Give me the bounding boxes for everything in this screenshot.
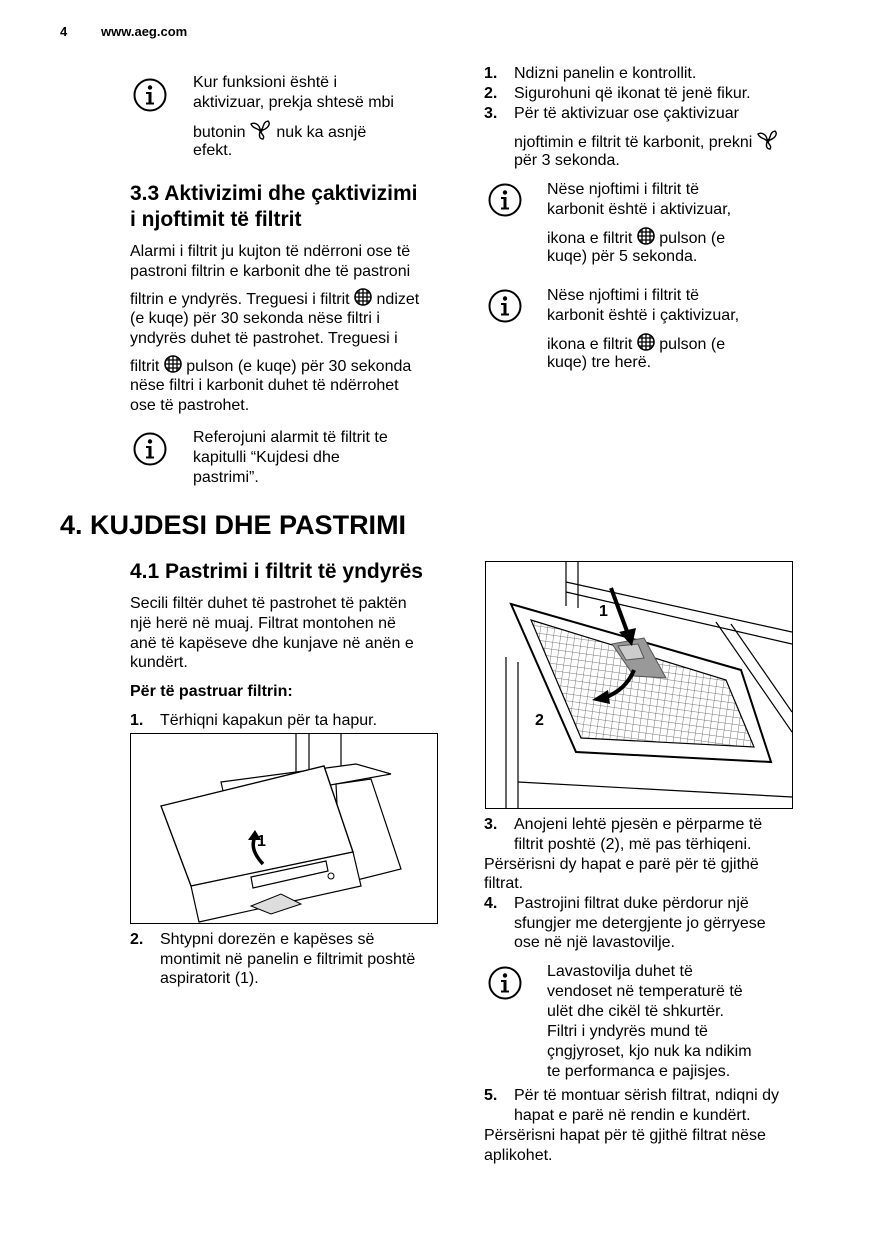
info-icon: [133, 432, 167, 466]
hood-open-illustration: [131, 734, 437, 923]
info-icon: [488, 289, 522, 323]
grid-filter-icon: [637, 333, 655, 351]
figure2-label-2: 2: [535, 712, 544, 729]
page-number: 4: [60, 24, 68, 39]
section-4-1-title: 4.1 Pastrimi i filtrit të yndyrës: [130, 560, 423, 583]
chapter-title: 4. KUJDESI DHE PASTRIMI: [60, 510, 407, 540]
figure1-label-1: 1: [257, 833, 266, 850]
grease-filter-illustration: [486, 562, 792, 808]
fan-icon: [250, 120, 272, 140]
fan-icon: [757, 130, 779, 150]
grid-filter-icon: [164, 355, 182, 373]
info-icon: [488, 966, 522, 1000]
info-icon: [133, 78, 167, 112]
info-icon: [488, 183, 522, 217]
site-url[interactable]: www.aeg.com: [101, 24, 188, 39]
grid-filter-icon: [637, 227, 655, 245]
cleaning-subheading: Për të pastruar filtrin:: [130, 683, 293, 700]
figure2-label-1: 1: [599, 603, 608, 620]
figure-remove-filter: [485, 561, 793, 809]
section-3-3-title-line1: 3.3 Aktivizimi dhe çaktivizimi: [130, 182, 418, 205]
grid-filter-icon: [354, 288, 372, 306]
section-3-3-title-line2: i njoftimit të filtrit: [130, 208, 302, 231]
figure-open-cover: [130, 733, 438, 924]
